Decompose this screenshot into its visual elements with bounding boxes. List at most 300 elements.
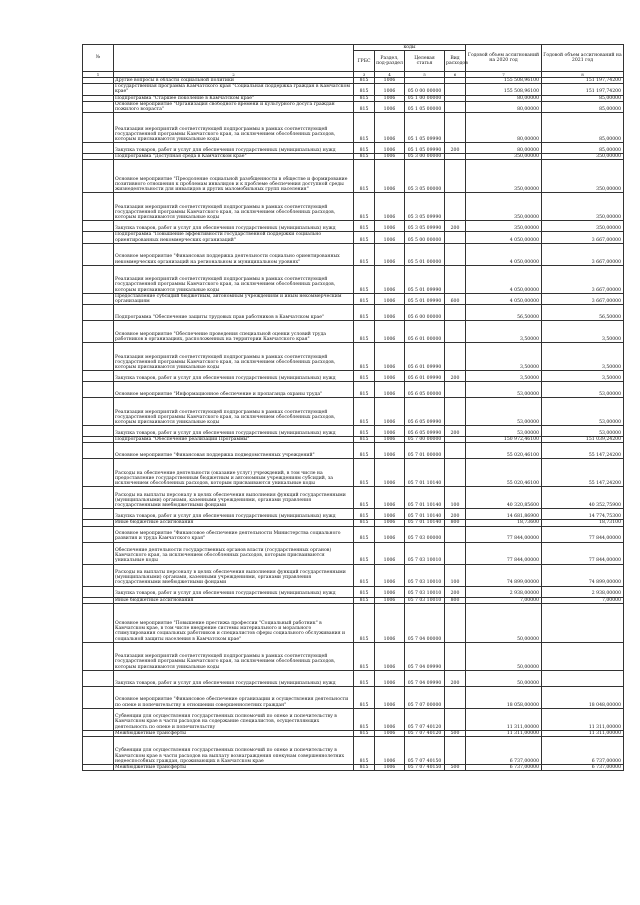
section-cell: 1006: [375, 193, 405, 221]
expense-type-cell: [445, 101, 466, 112]
amount-2021-cell: 350,00000: [542, 221, 624, 232]
row-name-cell: Основное мероприятие "Преодоление социальной разобщенности в обществе и формирование позитивного отношения к проблемам инвалидов и к проблеме обеспечения доступной среды жизнедеятельности для инвалидов и других маломобильных групп населения": [114, 160, 354, 193]
grbs-cell: 815: [354, 586, 375, 597]
col-index: 3: [354, 72, 375, 78]
section-cell: 1006: [375, 526, 405, 542]
grbs-cell: 815: [354, 113, 375, 143]
table-header: [83, 45, 624, 78]
section-cell: 1006: [375, 708, 405, 730]
expense-type-cell: [445, 686, 466, 708]
row-name-cell: Расходы на обеспечение деятельности (оказание услуг) учреждений, в том числе на предоставление государственным бюджетным и автономным учреждениям субсидий, за исключением обособленных расходов, которым присваиваются уникальные коды: [114, 459, 354, 487]
grbs-cell: 815: [354, 193, 375, 221]
amount-2020-cell: 53,00000: [466, 382, 542, 398]
grbs-cell: 815: [354, 321, 375, 343]
amount-2021-cell: 55 147,24200: [542, 443, 624, 459]
table-row: [83, 371, 624, 382]
amount-2020-cell: 80,00000: [466, 95, 542, 101]
col-index: 6: [445, 72, 466, 78]
row-number-cell: [83, 243, 114, 265]
row-name-cell: Иные бюджетные ассигнования: [114, 520, 354, 526]
expense-type-cell: [445, 305, 466, 321]
target-article-cell: 05 7 01 10140: [405, 509, 445, 520]
row-name-cell: Реализация мероприятий соответствующей подпрограммы в рамках соответствующей государственной программы Камчатского края, за исключением обособленных расходов, которым присваиваются уникальные коды: [114, 265, 354, 293]
grbs-cell: 815: [354, 382, 375, 398]
grbs-cell: 815: [354, 686, 375, 708]
row-number-cell: [83, 382, 114, 398]
row-name-cell: Реализация мероприятий соответствующей подпрограммы в рамках соответствующей государственной программы Камчатского края, за исключением обособленных расходов, которым присваиваются уникальные коды: [114, 642, 354, 670]
budget-table-sheet: [82, 44, 623, 771]
row-name-cell: Реализация мероприятий соответствующей подпрограммы в рамках соответствующей государственной программы Камчатского края, за исключением обособленных расходов, которым присваиваются уникальные коды: [114, 193, 354, 221]
target-article-cell: 05 3 00 00000: [405, 154, 445, 160]
target-article-cell: 05 7 03 10010: [405, 597, 445, 603]
table-row: [83, 243, 624, 265]
amount-2021-cell: 350,00000: [542, 154, 624, 160]
target-article-cell: 05 7 03 10010: [405, 542, 445, 564]
section-cell: 1006: [375, 459, 405, 487]
grbs-cell: 815: [354, 305, 375, 321]
row-number-cell: [83, 737, 114, 765]
expense-type-cell: 200: [445, 426, 466, 437]
section-cell: 1006: [375, 765, 405, 771]
section-cell: 1006: [375, 321, 405, 343]
row-number-cell: [83, 426, 114, 437]
target-article-cell: 05 7 04 00000: [405, 603, 445, 642]
expense-type-cell: 200: [445, 143, 466, 154]
row-name-cell: Основное мероприятие "Финансовое обеспечение деятельности Министерства социального развития и труда Камчатского края": [114, 526, 354, 542]
amount-2020-cell: 53,00000: [466, 398, 542, 426]
header-codes: коды: [354, 45, 466, 51]
expense-type-cell: 100: [445, 487, 466, 509]
grbs-cell: 815: [354, 160, 375, 193]
amount-2020-cell: 350,00000: [466, 154, 542, 160]
grbs-cell: 815: [354, 265, 375, 293]
amount-2021-cell: 85,00000: [542, 95, 624, 101]
table-row: [83, 708, 624, 730]
amount-2021-cell: 85,00000: [542, 101, 624, 112]
amount-2021-cell: 53,00000: [542, 382, 624, 398]
grbs-cell: 815: [354, 84, 375, 95]
row-number-cell: [83, 193, 114, 221]
row-name-cell: Подпрограмма "Обеспечение реализации Программы": [114, 437, 354, 443]
row-name-cell: Основное мероприятие "Информационное обеспечение и пропаганда охраны труда": [114, 382, 354, 398]
amount-2020-cell: 56,50000: [466, 305, 542, 321]
expense-type-cell: [445, 160, 466, 193]
amount-2021-cell: [542, 603, 624, 642]
table-row: [83, 293, 624, 304]
table-row: [83, 443, 624, 459]
target-article-cell: 05 6 05 09990: [405, 426, 445, 437]
section-cell: 1006: [375, 293, 405, 304]
amount-2020-cell: 150 972,46100: [466, 437, 542, 443]
amount-2021-cell: 53,00000: [542, 398, 624, 426]
amount-2020-cell: 14 681,86900: [466, 509, 542, 520]
row-number-cell: [83, 603, 114, 642]
amount-2020-cell: 77 844,00000: [466, 526, 542, 542]
amount-2020-cell: 4 050,00000: [466, 232, 542, 243]
amount-2020-cell: 350,00000: [466, 160, 542, 193]
amount-2021-cell: 77 844,00000: [542, 526, 624, 542]
amount-2021-cell: [542, 670, 624, 686]
amount-2021-cell: 6 737,00000: [542, 737, 624, 765]
amount-2021-cell: 85,00000: [542, 113, 624, 143]
section-cell: 1006: [375, 84, 405, 95]
amount-2020-cell: 2 938,00000: [466, 586, 542, 597]
grbs-cell: 815: [354, 95, 375, 101]
amount-2020-cell: 4 050,00000: [466, 293, 542, 304]
amount-2021-cell: 151 039,24200: [542, 437, 624, 443]
grbs-cell: 815: [354, 737, 375, 765]
table-row: [83, 321, 624, 343]
row-number-cell: [83, 670, 114, 686]
row-number-cell: [83, 143, 114, 154]
amount-2020-cell: 11 311,00000: [466, 730, 542, 736]
row-name-cell: Реализация мероприятий соответствующей подпрограммы в рамках соответствующей государственной программы Камчатского края, за исключением обособленных расходов, которым присваиваются уникальные коды: [114, 398, 354, 426]
row-number-cell: [83, 509, 114, 520]
table-row: [83, 113, 624, 143]
table-row: [83, 564, 624, 586]
expense-type-cell: [445, 542, 466, 564]
header-section: Раздел, под-раздел: [375, 51, 405, 72]
amount-2020-cell: 3,50000: [466, 343, 542, 371]
row-number-cell: [83, 160, 114, 193]
table-row: [83, 686, 624, 708]
target-article-cell: 05 7 04 09990: [405, 642, 445, 670]
section-cell: 1006: [375, 101, 405, 112]
amount-2020-cell: 350,00000: [466, 193, 542, 221]
target-article-cell: 05 6 05 09990: [405, 398, 445, 426]
row-name-cell: Основное мероприятие "Обеспечение проведения специальной оценки условий труда работников в организациях, расположенных на территории Камчатского края": [114, 321, 354, 343]
expense-type-cell: [445, 113, 466, 143]
col-index: 1: [83, 72, 114, 78]
amount-2021-cell: 53,00000: [542, 426, 624, 437]
target-article-cell: 05 7 07 40150: [405, 765, 445, 771]
target-article-cell: 05 7 07 40120: [405, 708, 445, 730]
header-name: [114, 45, 354, 72]
header-grbs: ГРБС: [354, 51, 375, 72]
amount-2020-cell: 7,00000: [466, 597, 542, 603]
section-cell: 1006: [375, 670, 405, 686]
amount-2021-cell: 3,50000: [542, 371, 624, 382]
row-number-cell: [83, 686, 114, 708]
grbs-cell: 815: [354, 78, 375, 84]
section-cell: 1006: [375, 343, 405, 371]
section-cell: 1006: [375, 154, 405, 160]
amount-2021-cell: 3 667,00000: [542, 243, 624, 265]
section-cell: 1006: [375, 603, 405, 642]
row-name-cell: Межбюджетные трансферты: [114, 730, 354, 736]
section-cell: 1006: [375, 737, 405, 765]
amount-2021-cell: 350,00000: [542, 160, 624, 193]
section-cell: 1006: [375, 305, 405, 321]
header-target-article: Целевая статья: [405, 51, 445, 72]
section-cell: 1006: [375, 686, 405, 708]
row-number-cell: [83, 343, 114, 371]
amount-2020-cell: 6 737,00000: [466, 765, 542, 771]
row-name-cell: Расходы на выплаты персоналу в целях обеспечения выполнения функций государственными (муниципальными) органами, казенными учреждениями, органами управления государственными внебюджетными фондами: [114, 487, 354, 509]
expense-type-cell: [445, 398, 466, 426]
section-cell: 1006: [375, 586, 405, 597]
row-number-cell: [83, 765, 114, 771]
amount-2020-cell: 80,00000: [466, 101, 542, 112]
target-article-cell: 05 3 05 09990: [405, 193, 445, 221]
table-row: [83, 101, 624, 112]
row-name-cell: Государственная программа Камчатского края "Социальная поддержка граждан в Камчатском крае": [114, 84, 354, 95]
row-name-cell: Закупка товаров, работ и услуг для обеспечения государственных (муниципальных) нужд: [114, 426, 354, 437]
grbs-cell: 815: [354, 542, 375, 564]
grbs-cell: 815: [354, 443, 375, 459]
col-index: 2: [114, 72, 354, 78]
col-index: 8: [542, 72, 624, 78]
section-cell: 1006: [375, 143, 405, 154]
target-article-cell: 05 7 01 10140: [405, 487, 445, 509]
target-article-cell: 05 7 03 10010: [405, 564, 445, 586]
table-row: [83, 160, 624, 193]
table-row: [83, 509, 624, 520]
table-row: [83, 143, 624, 154]
table-row: [83, 265, 624, 293]
row-number-cell: [83, 487, 114, 509]
grbs-cell: 815: [354, 487, 375, 509]
expense-type-cell: [445, 737, 466, 765]
row-name-cell: Подпрограмма "Доступная среда в Камчатском крае": [114, 154, 354, 160]
table-row: [83, 193, 624, 221]
amount-2021-cell: 2 938,00000: [542, 586, 624, 597]
row-number-cell: [83, 265, 114, 293]
amount-2021-cell: 11 311,00000: [542, 730, 624, 736]
target-article-cell: 05 1 05 00000: [405, 101, 445, 112]
section-cell: 1006: [375, 78, 405, 84]
row-number-cell: [83, 221, 114, 232]
amount-2021-cell: 6 737,00000: [542, 765, 624, 771]
target-article-cell: 05 7 01 00000: [405, 443, 445, 459]
row-name-cell: Подпрограмма "Старшее поколение в Камчатском крае": [114, 95, 354, 101]
target-article-cell: 05 7 07 40120: [405, 730, 445, 736]
amount-2020-cell: 3,50000: [466, 321, 542, 343]
table-row: [83, 765, 624, 771]
amount-2021-cell: 151 197,74200: [542, 84, 624, 95]
amount-2020-cell: 77 844,00000: [466, 542, 542, 564]
target-article-cell: 05 7 03 00000: [405, 526, 445, 542]
target-article-cell: 05 6 01 09990: [405, 343, 445, 371]
amount-2020-cell: 74 899,00000: [466, 564, 542, 586]
expense-type-cell: [445, 243, 466, 265]
expense-type-cell: 600: [445, 293, 466, 304]
amount-2020-cell: 11 311,00000: [466, 708, 542, 730]
target-article-cell: 05 6 01 09990: [405, 371, 445, 382]
grbs-cell: 815: [354, 765, 375, 771]
row-name-cell: Межбюджетные трансферты: [114, 765, 354, 771]
expense-type-cell: [445, 526, 466, 542]
expense-type-cell: 200: [445, 586, 466, 597]
amount-2020-cell: 4 050,00000: [466, 243, 542, 265]
amount-2020-cell: 80,00000: [466, 143, 542, 154]
table-row: [83, 84, 624, 95]
amount-2021-cell: 11 311,00000: [542, 708, 624, 730]
grbs-cell: 815: [354, 154, 375, 160]
section-cell: 1006: [375, 426, 405, 437]
grbs-cell: 815: [354, 426, 375, 437]
target-article-cell: 05 6 00 00000: [405, 305, 445, 321]
amount-2020-cell: 80,00000: [466, 113, 542, 143]
section-cell: 1006: [375, 398, 405, 426]
expense-type-cell: 100: [445, 564, 466, 586]
expense-type-cell: [445, 343, 466, 371]
amount-2020-cell: 18,73600: [466, 520, 542, 526]
row-name-cell: Основное мероприятие "Повышение престижа профессии "Социальный работник" в Камчатском крае, в том числе внедрение системы материального и морального стимулирования социальных работников и специалистов сферы социального обслуживания и социальной защиты населения в Камчатском крае": [114, 603, 354, 642]
section-cell: 1006: [375, 564, 405, 586]
table-row: [83, 586, 624, 597]
row-number-cell: [83, 84, 114, 95]
row-name-cell: Другие вопросы в области социальной политики: [114, 78, 354, 84]
table-row: [83, 737, 624, 765]
row-number-cell: [83, 526, 114, 542]
expense-type-cell: 800: [445, 597, 466, 603]
grbs-cell: 815: [354, 509, 375, 520]
amount-2021-cell: 3 667,00000: [542, 293, 624, 304]
section-cell: 1006: [375, 221, 405, 232]
row-name-cell: Закупка товаров, работ и услуг для обеспечения государственных (муниципальных) нужд: [114, 371, 354, 382]
table-row: [83, 526, 624, 542]
amount-2020-cell: 55 020,46100: [466, 443, 542, 459]
table-row: [83, 603, 624, 642]
row-name-cell: Закупка товаров, работ и услуг для обеспечения государственных (муниципальных) нужд: [114, 509, 354, 520]
amount-2021-cell: 7,00000: [542, 597, 624, 603]
table-row: [83, 487, 624, 509]
amount-2020-cell: 155 508,96100: [466, 84, 542, 95]
budget-table: [82, 44, 624, 771]
grbs-cell: 815: [354, 243, 375, 265]
amount-2021-cell: 14 774,75300: [542, 509, 624, 520]
expense-type-cell: 200: [445, 221, 466, 232]
header-volume-2020: Годовой объем ассигнований на 2020 год: [466, 45, 542, 72]
row-number-cell: [83, 708, 114, 730]
section-cell: 1006: [375, 520, 405, 526]
grbs-cell: 815: [354, 293, 375, 304]
row-number-cell: [83, 321, 114, 343]
target-article-cell: 05 6 05 00000: [405, 382, 445, 398]
section-cell: 1006: [375, 382, 405, 398]
target-article-cell: 05 1 00 00000: [405, 95, 445, 101]
target-article-cell: 05 6 01 00000: [405, 321, 445, 343]
row-name-cell: Подпрограмма "Обеспечение защиты трудовых прав работников в Камчатском крае": [114, 305, 354, 321]
table-row: [83, 382, 624, 398]
amount-2021-cell: 3,50000: [542, 321, 624, 343]
expense-type-cell: 800: [445, 520, 466, 526]
target-article-cell: 05 3 05 00000: [405, 160, 445, 193]
table-row: [83, 343, 624, 371]
row-number-cell: [83, 642, 114, 670]
grbs-cell: 815: [354, 526, 375, 542]
amount-2021-cell: 3 667,00000: [542, 232, 624, 243]
expense-type-cell: [445, 265, 466, 293]
col-index: 7: [466, 72, 542, 78]
amount-2021-cell: 77 844,00000: [542, 542, 624, 564]
table-row: [83, 459, 624, 487]
target-article-cell: 05 5 01 09990: [405, 265, 445, 293]
row-name-cell: Основное мероприятие "Финансовая поддержка деятельности социально ориентированных некоммерческих организаций на региональном и муниципальном уровнях": [114, 243, 354, 265]
expense-type-cell: [445, 603, 466, 642]
amount-2021-cell: 18 048,00000: [542, 686, 624, 708]
row-number-cell: [83, 564, 114, 586]
table-row: [83, 232, 624, 243]
expense-type-cell: [445, 642, 466, 670]
row-name-cell: Расходы на выплаты персоналу в целях обеспечения выполнения функций государственными (муниципальными) органами, казенными учреждениями, органами управления государственными внебюджетными фондами: [114, 564, 354, 586]
row-number-cell: [83, 459, 114, 487]
header-volume-2021: Годовой объем ассигнований на 2021 год: [542, 45, 624, 72]
amount-2020-cell: 53,00000: [466, 426, 542, 437]
amount-2020-cell: 6 737,00000: [466, 737, 542, 765]
row-name-cell: Подпрограмма "Повышение эффективности государственной поддержки социально ориентированных некоммерческих организаций": [114, 232, 354, 243]
target-article-cell: 05 3 05 09990: [405, 221, 445, 232]
section-cell: 1006: [375, 243, 405, 265]
row-number-cell: [83, 398, 114, 426]
target-article-cell: 05 0 00 00000: [405, 84, 445, 95]
grbs-cell: 815: [354, 564, 375, 586]
row-number-cell: [83, 305, 114, 321]
grbs-cell: 815: [354, 730, 375, 736]
section-cell: 1006: [375, 95, 405, 101]
row-name-cell: Закупка товаров, работ и услуг для обеспечения государственных (муниципальных) нужд: [114, 143, 354, 154]
expense-type-cell: [445, 232, 466, 243]
expense-type-cell: [445, 321, 466, 343]
expense-type-cell: 500: [445, 730, 466, 736]
table-row: [83, 221, 624, 232]
table-row: [83, 398, 624, 426]
amount-2021-cell: 350,00000: [542, 193, 624, 221]
row-number-cell: [83, 232, 114, 243]
amount-2020-cell: 3,50000: [466, 371, 542, 382]
grbs-cell: 815: [354, 343, 375, 371]
row-number-cell: [83, 371, 114, 382]
target-article-cell: 05 1 05 09990: [405, 143, 445, 154]
row-name-cell: Закупка товаров, работ и услуг для обеспечения государственных (муниципальных) нужд: [114, 586, 354, 597]
amount-2021-cell: 3 667,00000: [542, 265, 624, 293]
row-name-cell: Основное мероприятие "Финансовое обеспечение организации и осуществления деятельности по опеке и попечительству в отношении совершеннолетних граждан": [114, 686, 354, 708]
section-cell: 1006: [375, 730, 405, 736]
amount-2021-cell: 85,00000: [542, 143, 624, 154]
amount-2020-cell: 50,00000: [466, 603, 542, 642]
target-article-cell: 05 5 00 00000: [405, 232, 445, 243]
amount-2021-cell: 55 147,24200: [542, 459, 624, 487]
grbs-cell: 815: [354, 603, 375, 642]
row-name-cell: Субвенции для осуществления государственных полномочий по опеке и попечительству в Камчатском крае в части расходов на содержание специалистов, осуществляющих деятельность по опеке и попечительству: [114, 708, 354, 730]
target-article-cell: 05 7 07 00000: [405, 686, 445, 708]
expense-type-cell: [445, 382, 466, 398]
row-name-cell: Иные бюджетные ассигнования: [114, 597, 354, 603]
amount-2020-cell: 40 320,85600: [466, 487, 542, 509]
amount-2020-cell: 4 050,00000: [466, 265, 542, 293]
grbs-cell: 815: [354, 101, 375, 112]
grbs-cell: 815: [354, 143, 375, 154]
grbs-cell: 815: [354, 232, 375, 243]
section-cell: 1006: [375, 113, 405, 143]
table-body: [83, 78, 624, 771]
section-cell: 1006: [375, 371, 405, 382]
grbs-cell: 815: [354, 642, 375, 670]
row-number-cell: [83, 293, 114, 304]
expense-type-cell: [445, 84, 466, 95]
target-article-cell: 05 7 03 10010: [405, 586, 445, 597]
grbs-cell: 815: [354, 520, 375, 526]
row-name-cell: Реализация мероприятий соответствующей подпрограммы в рамках соответствующей государственной программы Камчатского края, за исключением обособленных расходов, которым присваиваются уникальные коды: [114, 113, 354, 143]
row-number-cell: [83, 443, 114, 459]
row-name-cell: Реализация мероприятий соответствующей подпрограммы в рамках соответствующей государственной программы Камчатского края, за исключением обособленных расходов, которым присваиваются уникальные коды: [114, 343, 354, 371]
amount-2020-cell: 155 508,96100: [466, 78, 542, 84]
grbs-cell: 815: [354, 221, 375, 232]
amount-2020-cell: 55 020,46100: [466, 459, 542, 487]
expense-type-cell: 500: [445, 765, 466, 771]
row-number-cell: [83, 113, 114, 143]
